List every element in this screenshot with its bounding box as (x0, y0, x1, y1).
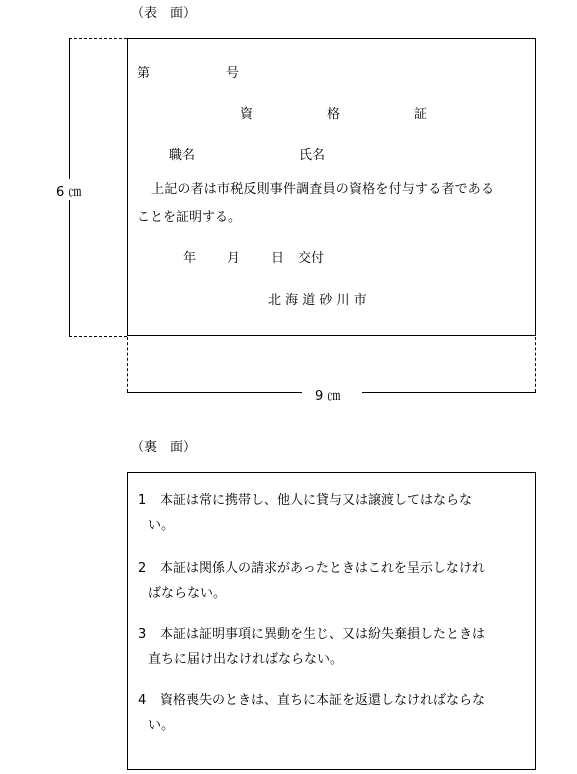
date-month: 月 (227, 251, 241, 266)
back-item-continuation: い。 (148, 718, 175, 733)
back-heading: （裏 面） (131, 440, 197, 455)
name-label: 氏名 (299, 148, 326, 163)
height-label: 6 ㎝ (56, 185, 82, 200)
back-item-text: 資格喪失のときは、直ちに本証を返還しなければならな (160, 693, 486, 708)
width-line-right (362, 392, 536, 393)
height-bottom-guide (69, 336, 127, 337)
height-line-bottom (69, 200, 70, 337)
width-label: 9 ㎝ (315, 389, 341, 404)
back-item-text: 本証は常に携帯し、他人に貸与又は譲渡してはならな (160, 493, 473, 508)
title-char-3: 証 (414, 107, 428, 122)
width-right-guide (535, 337, 536, 392)
issuer-name: 北 海 道 砂 川 市 (268, 293, 367, 308)
back-item-continuation: い。 (148, 518, 175, 533)
job-title-label: 職名 (169, 148, 196, 163)
back-item-number: 3 (138, 627, 147, 642)
back-item-number: 2 (138, 561, 147, 576)
number-prefix: 第 (137, 66, 151, 81)
back-item-3 (138, 622, 538, 672)
back-item-1 (138, 488, 538, 538)
certification-text-line2: ことを証明する。 (137, 210, 242, 225)
back-item-number: 4 (138, 693, 147, 708)
back-item-4 (138, 688, 538, 738)
back-item-text: 本証は関係人の請求があったときはこれを呈示しなけれ (160, 561, 485, 576)
back-item-text: 本証は証明事項に異動を生じ、又は紛失棄損したときは (160, 627, 486, 642)
back-item-continuation: ばならない。 (148, 586, 227, 601)
number-suffix: 号 (226, 66, 240, 81)
date-year: 年 (183, 251, 197, 266)
date-issued: 交付 (298, 251, 325, 266)
title-char-2: 格 (327, 107, 341, 122)
front-heading: （表 面） (131, 6, 197, 21)
height-top-guide (69, 38, 127, 39)
title-char-1: 資 (240, 107, 254, 122)
height-line-top (69, 38, 70, 179)
back-item-2 (138, 556, 538, 606)
width-line-left (127, 392, 302, 393)
back-item-continuation: 直ちに届け出なければならない。 (148, 652, 344, 667)
date-day: 日 (271, 251, 285, 266)
back-item-number: 1 (138, 493, 147, 508)
width-left-guide (127, 337, 128, 392)
certification-text-line1: 上記の者は市税反則事件調査員の資格を付与する者である (151, 182, 495, 197)
